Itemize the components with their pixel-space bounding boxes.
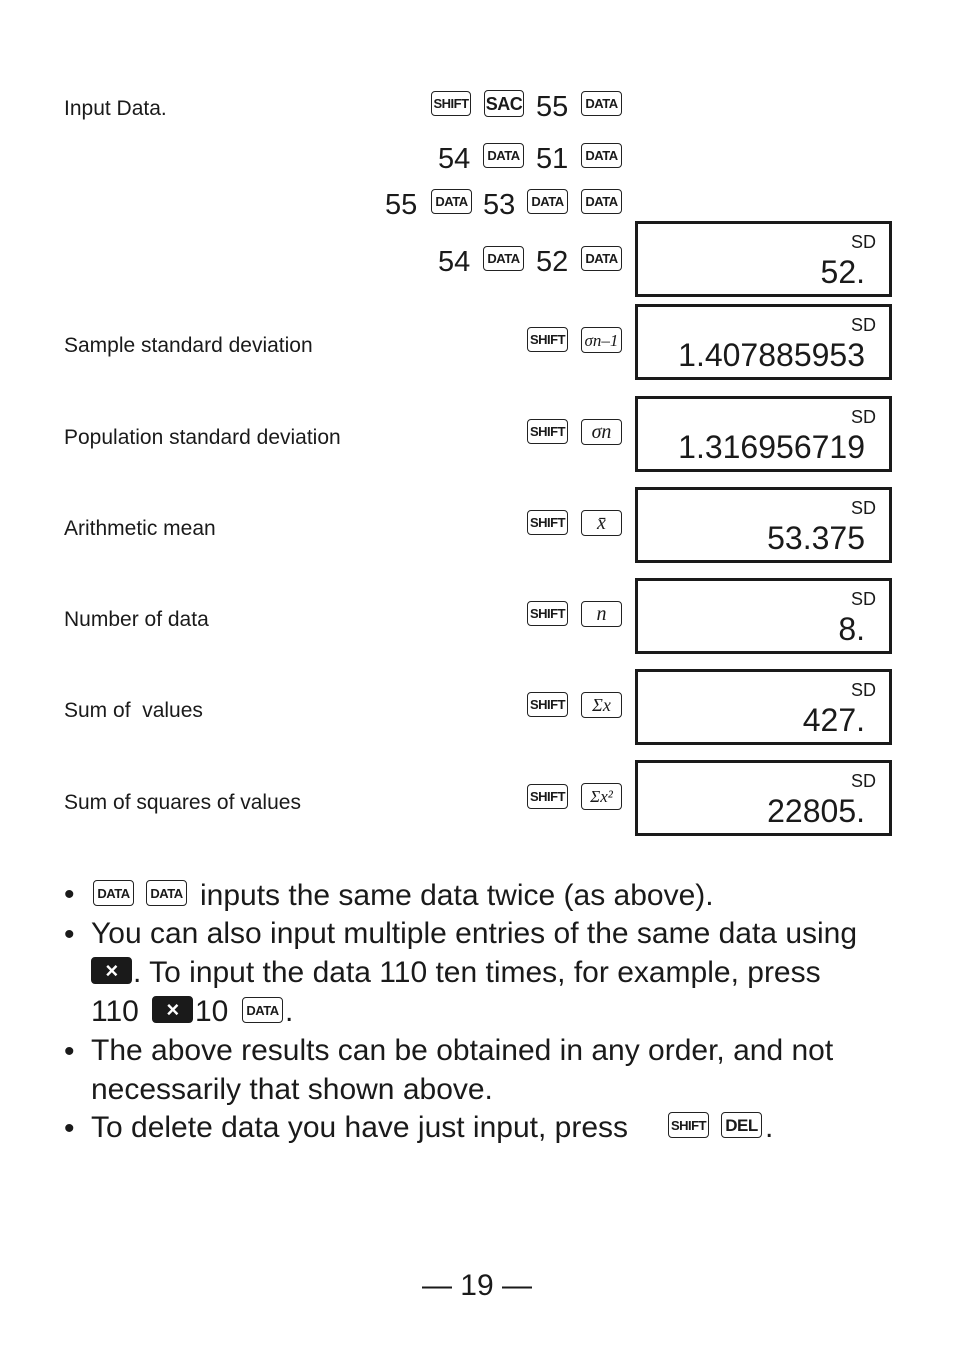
sd-indicator: SD bbox=[850, 680, 876, 700]
sigma-n-minus-1-key[interactable]: σn–1 bbox=[581, 327, 622, 353]
shift-key[interactable]: SHIFT bbox=[431, 91, 471, 116]
data-key[interactable]: DATA bbox=[93, 880, 134, 906]
multiply-key[interactable]: × bbox=[152, 996, 193, 1023]
note-text: You can also input multiple entries of the same data using bbox=[91, 917, 858, 950]
input-number: 54 bbox=[438, 143, 471, 175]
input-number: 53 bbox=[483, 189, 516, 221]
data-key[interactable]: DATA bbox=[581, 143, 622, 168]
display-value: 22805. bbox=[767, 793, 865, 829]
sigma-x-key[interactable]: Σx bbox=[581, 692, 622, 718]
shift-key[interactable]: SHIFT bbox=[527, 601, 568, 626]
display-value: 8. bbox=[838, 611, 865, 647]
multiply-key[interactable]: × bbox=[91, 957, 132, 984]
shift-key[interactable]: SHIFT bbox=[527, 419, 568, 444]
note-text: inputs the same data twice (as above). bbox=[200, 879, 714, 912]
bullet: • bbox=[64, 1112, 75, 1145]
step-label-input-data: Input Data. bbox=[64, 97, 167, 120]
display-value: 53.375 bbox=[767, 520, 865, 556]
shift-key[interactable]: SHIFT bbox=[527, 692, 568, 717]
bullet: • bbox=[64, 918, 75, 951]
step-label-population-sd: Population standard deviation bbox=[64, 426, 341, 449]
input-number: 55 bbox=[536, 91, 569, 123]
bullet: • bbox=[64, 1035, 75, 1068]
data-key[interactable]: DATA bbox=[431, 189, 472, 214]
sac-key[interactable]: SAC bbox=[484, 90, 524, 117]
note-text: . To input the data 110 ten times, for example, press bbox=[133, 956, 821, 989]
sd-indicator: SD bbox=[850, 232, 876, 252]
step-label-sample-sd: Sample standard deviation bbox=[64, 334, 313, 357]
lcd-display bbox=[635, 669, 892, 745]
shift-key[interactable]: SHIFT bbox=[668, 1112, 709, 1138]
sigma-x-squared-key[interactable]: Σx² bbox=[581, 783, 622, 810]
note-text: 10 bbox=[195, 995, 229, 1028]
step-label-mean: Arithmetic mean bbox=[64, 517, 216, 540]
input-number: 54 bbox=[438, 246, 471, 278]
lcd-display bbox=[635, 221, 892, 297]
note-text: 110 bbox=[91, 995, 139, 1028]
display-value: 1.316956719 bbox=[678, 429, 865, 465]
shift-key[interactable]: SHIFT bbox=[527, 510, 568, 535]
note-text: . bbox=[765, 1111, 774, 1144]
sd-indicator: SD bbox=[850, 407, 876, 427]
step-label-count: Number of data bbox=[64, 608, 209, 631]
display-value: 52. bbox=[820, 254, 865, 290]
data-key[interactable]: DATA bbox=[581, 91, 622, 116]
note-text: The above results can be obtained in any order, and not bbox=[91, 1034, 834, 1067]
lcd-display bbox=[635, 396, 892, 472]
data-key[interactable]: DATA bbox=[527, 189, 568, 214]
sd-indicator: SD bbox=[850, 589, 876, 609]
x-bar-key[interactable]: x̄ bbox=[581, 510, 622, 536]
note-text: necessarily that shown above. bbox=[91, 1073, 493, 1106]
input-number: 51 bbox=[536, 143, 569, 175]
step-label-sum-squares: Sum of squares of values bbox=[64, 791, 301, 814]
sd-indicator: SD bbox=[850, 315, 876, 335]
note-text: To delete data you have just input, press bbox=[91, 1111, 629, 1144]
data-key[interactable]: DATA bbox=[483, 246, 524, 271]
sigma-n-key[interactable]: σn bbox=[581, 419, 622, 445]
lcd-display bbox=[635, 487, 892, 563]
lcd-display bbox=[635, 760, 892, 836]
lcd-display bbox=[635, 578, 892, 654]
display-value: 427. bbox=[802, 702, 865, 738]
lcd-display bbox=[635, 304, 892, 380]
data-key[interactable]: DATA bbox=[483, 143, 524, 168]
sd-indicator: SD bbox=[850, 771, 876, 791]
data-key[interactable]: DATA bbox=[581, 246, 622, 271]
del-key[interactable]: DEL bbox=[721, 1112, 762, 1138]
input-number: 55 bbox=[385, 189, 418, 221]
input-number: 52 bbox=[536, 246, 569, 278]
bullet: • bbox=[64, 878, 75, 911]
n-key[interactable]: n bbox=[581, 601, 622, 627]
data-key[interactable]: DATA bbox=[581, 189, 622, 214]
note-text: . bbox=[285, 995, 294, 1028]
sd-indicator: SD bbox=[850, 498, 876, 518]
shift-key[interactable]: SHIFT bbox=[527, 327, 568, 352]
page-number: — 19 — bbox=[421, 1269, 533, 1302]
data-key[interactable]: DATA bbox=[146, 880, 187, 906]
step-label-sum: Sum of values bbox=[64, 699, 203, 722]
shift-key[interactable]: SHIFT bbox=[527, 784, 568, 809]
display-value: 1.407885953 bbox=[678, 337, 865, 373]
data-key[interactable]: DATA bbox=[242, 997, 283, 1023]
